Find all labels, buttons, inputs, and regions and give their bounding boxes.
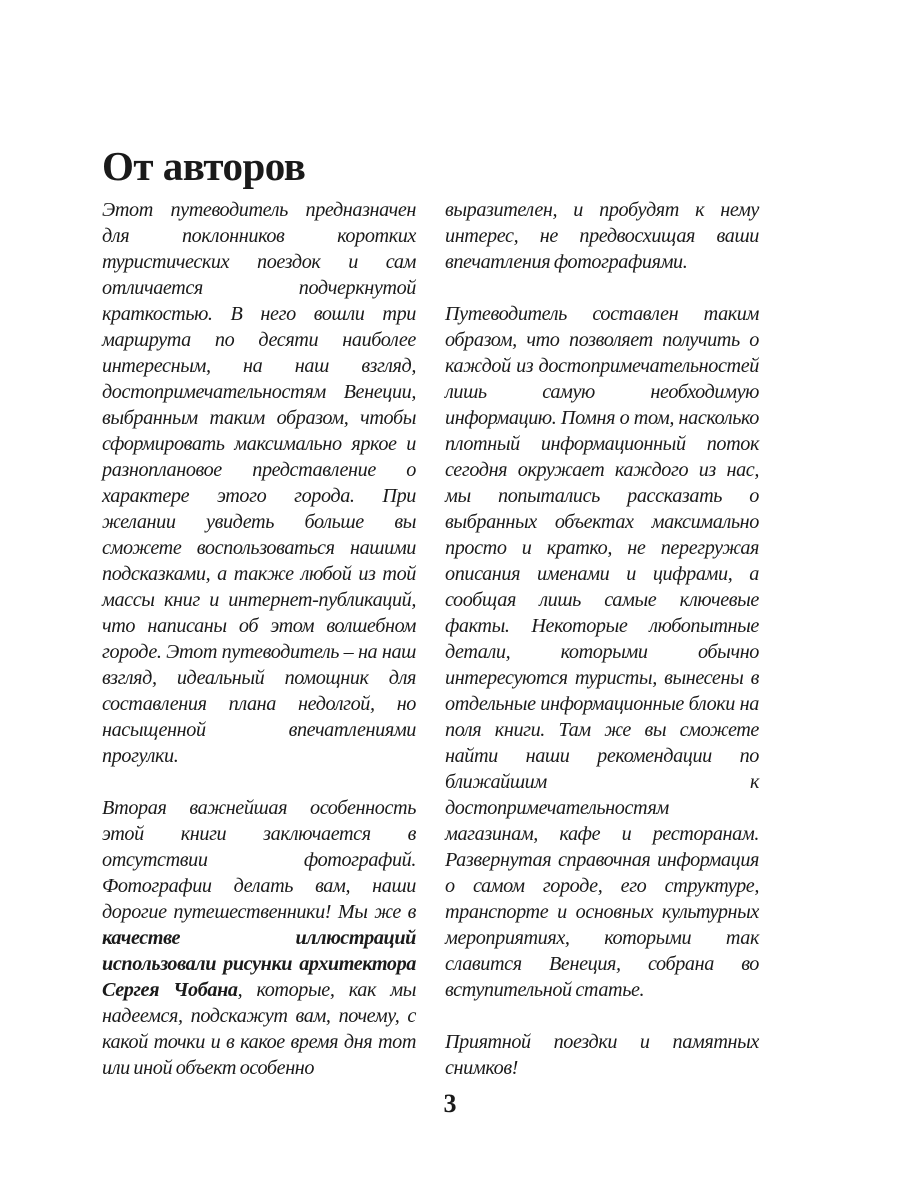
page-title: От авторов: [102, 143, 306, 189]
continuation-paragraph: выразителен, и пробудят к нему интерес, не предвосхищая ваши впечатления фотографиями.: [445, 199, 759, 273]
photos-paragraph-start: Вторая важнейшая особенность этой книги заключается в отсутствии фотографий. Фотографии делать вам, наши дорогие путешественники! Мы же в: [102, 797, 416, 923]
page-number: 3: [443, 1089, 457, 1118]
structure-paragraph: Путеводитель составлен таким образом, что позволяет получить о каждой из достопримечательностей лишь самую необходимую информацию. Помня о том, насколько плотный информационный поток сегодня окружает каждого из нас, мы попытались рассказать о выбранных объектах максимально просто и кратко, не перегружая описания именами и цифрами, а сообщая лишь самые ключевые факты. Некоторые любопытные детали, которыми обычно интересуются туристы, вынесены в отдельные информационные блоки на поля книги. Там же вы сможете найти наши рекомендации по ближайшим к достопримечательностям магазинам, кафе и ресторанам. Развернутая справочная информация о самом городе, его структуре, транспорте и основных культурных мероприятиях, которыми так славится Венеция, собрана во вступительной статье.: [445, 303, 759, 1001]
left-column: [102, 197, 416, 1081]
intro-paragraph: Этот путеводитель предназначен для поклонников коротких туристических поездок и сам отличается подчеркнутой краткостью. В него вошли три маршрута по десяти наиболее интересным, на наш взгляд, достопримечательностям Венеции, выбранным таким образом, чтобы сформировать максимально яркое и разноплановое представление о характере этого города. При желании увидеть больше вы сможете воспользоваться нашими подсказками, а также любой из той массы книг и интернет-публикаций, что написаны об этом волшебном городе. Этот путеводитель – на наш взгляд, идеальный помощник для составления плана недолгой, но насыщенной впечатлениями прогулки.: [102, 199, 416, 767]
closing-paragraph: Приятной поездки и памятных снимков!: [445, 1031, 759, 1079]
right-column: [445, 197, 759, 1081]
photos-paragraph: [102, 795, 416, 1081]
photos-paragraph-end: , которые, как мы надеемся, подскажут вам, почему, с какой точки и в какое время дня тот или иной объект особенно: [102, 979, 416, 1079]
illustrations-bold-text: качестве иллюстраций использовали рисунки архитектора Сергея Чобана: [102, 927, 416, 1001]
